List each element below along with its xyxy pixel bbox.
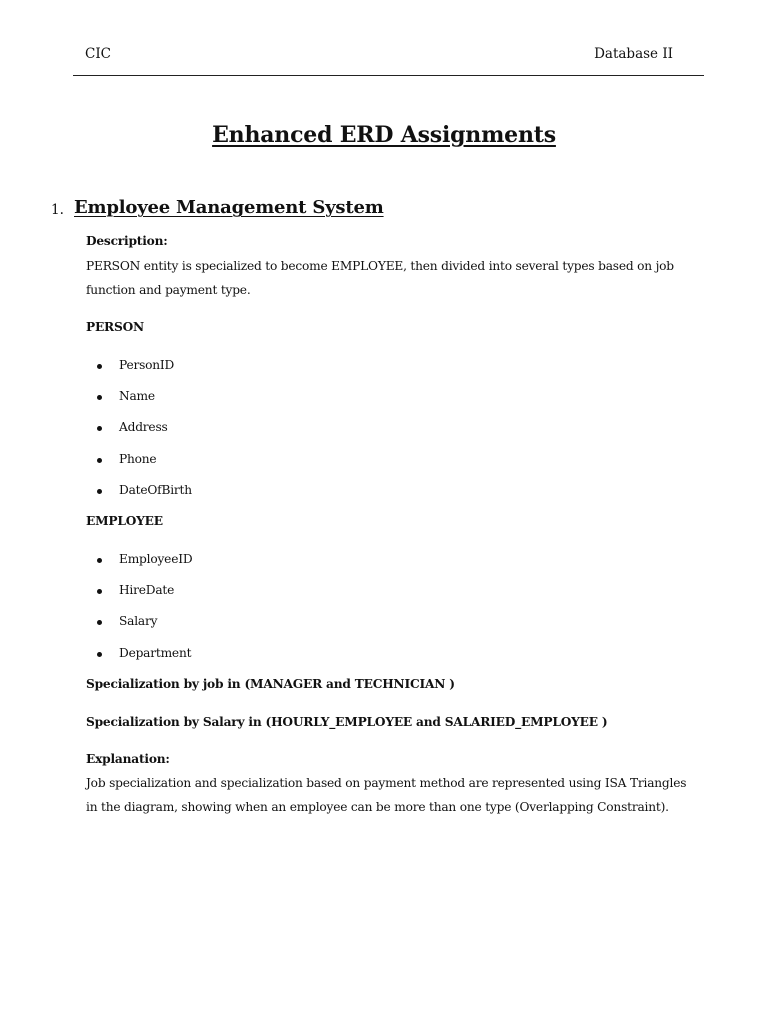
explanation-label: Explanation:: [86, 752, 170, 766]
header-course: CIC: [85, 46, 111, 62]
specialization-job: Specialization by job in (MANAGER and TECHNICIAN ): [86, 677, 455, 691]
description-label: Description:: [86, 234, 168, 248]
employee-attribute: HireDate: [119, 583, 175, 597]
employee-label: EMPLOYEE: [86, 514, 163, 528]
person-attribute: DateOfBirth: [119, 483, 192, 497]
bullet-icon: [97, 364, 102, 369]
specialization-salary: Specialization by Salary in (HOURLY_EMPLOYEE and SALARIED_EMPLOYEE ): [86, 715, 608, 729]
bullet-icon: [97, 426, 102, 431]
header-subject: Database II: [594, 46, 673, 62]
bullet-icon: [97, 395, 102, 400]
person-attribute: Address: [119, 420, 168, 434]
employee-attribute: Department: [119, 646, 192, 660]
person-attribute: PersonID: [119, 358, 175, 372]
page-header: [73, 43, 704, 76]
document-title: Enhanced ERD Assignments: [212, 122, 556, 148]
bullet-icon: [97, 458, 102, 463]
person-attribute: Phone: [119, 452, 157, 466]
description-text: PERSON entity is specialized to become EMPLOYEE, then divided into several types based on job function and payment type.: [86, 259, 674, 297]
document-title-block: [0, 122, 768, 148]
section-number: 1.: [51, 202, 64, 218]
bullet-icon: [97, 652, 102, 657]
bullet-icon: [97, 589, 102, 594]
employee-attribute: EmployeeID: [119, 552, 193, 566]
employee-attribute: Salary: [119, 614, 158, 628]
bullet-icon: [97, 558, 102, 563]
explanation-text: Job specialization and specialization based on payment method are represented using ISA Triangles in the diagram, showing when an employee can be more than one type (Overlapping Constraint).: [86, 776, 687, 814]
section-title: Employee Management System: [74, 197, 384, 218]
person-label: PERSON: [86, 320, 144, 334]
bullet-icon: [97, 489, 102, 494]
bullet-icon: [97, 620, 102, 625]
person-attribute: Name: [119, 389, 155, 403]
